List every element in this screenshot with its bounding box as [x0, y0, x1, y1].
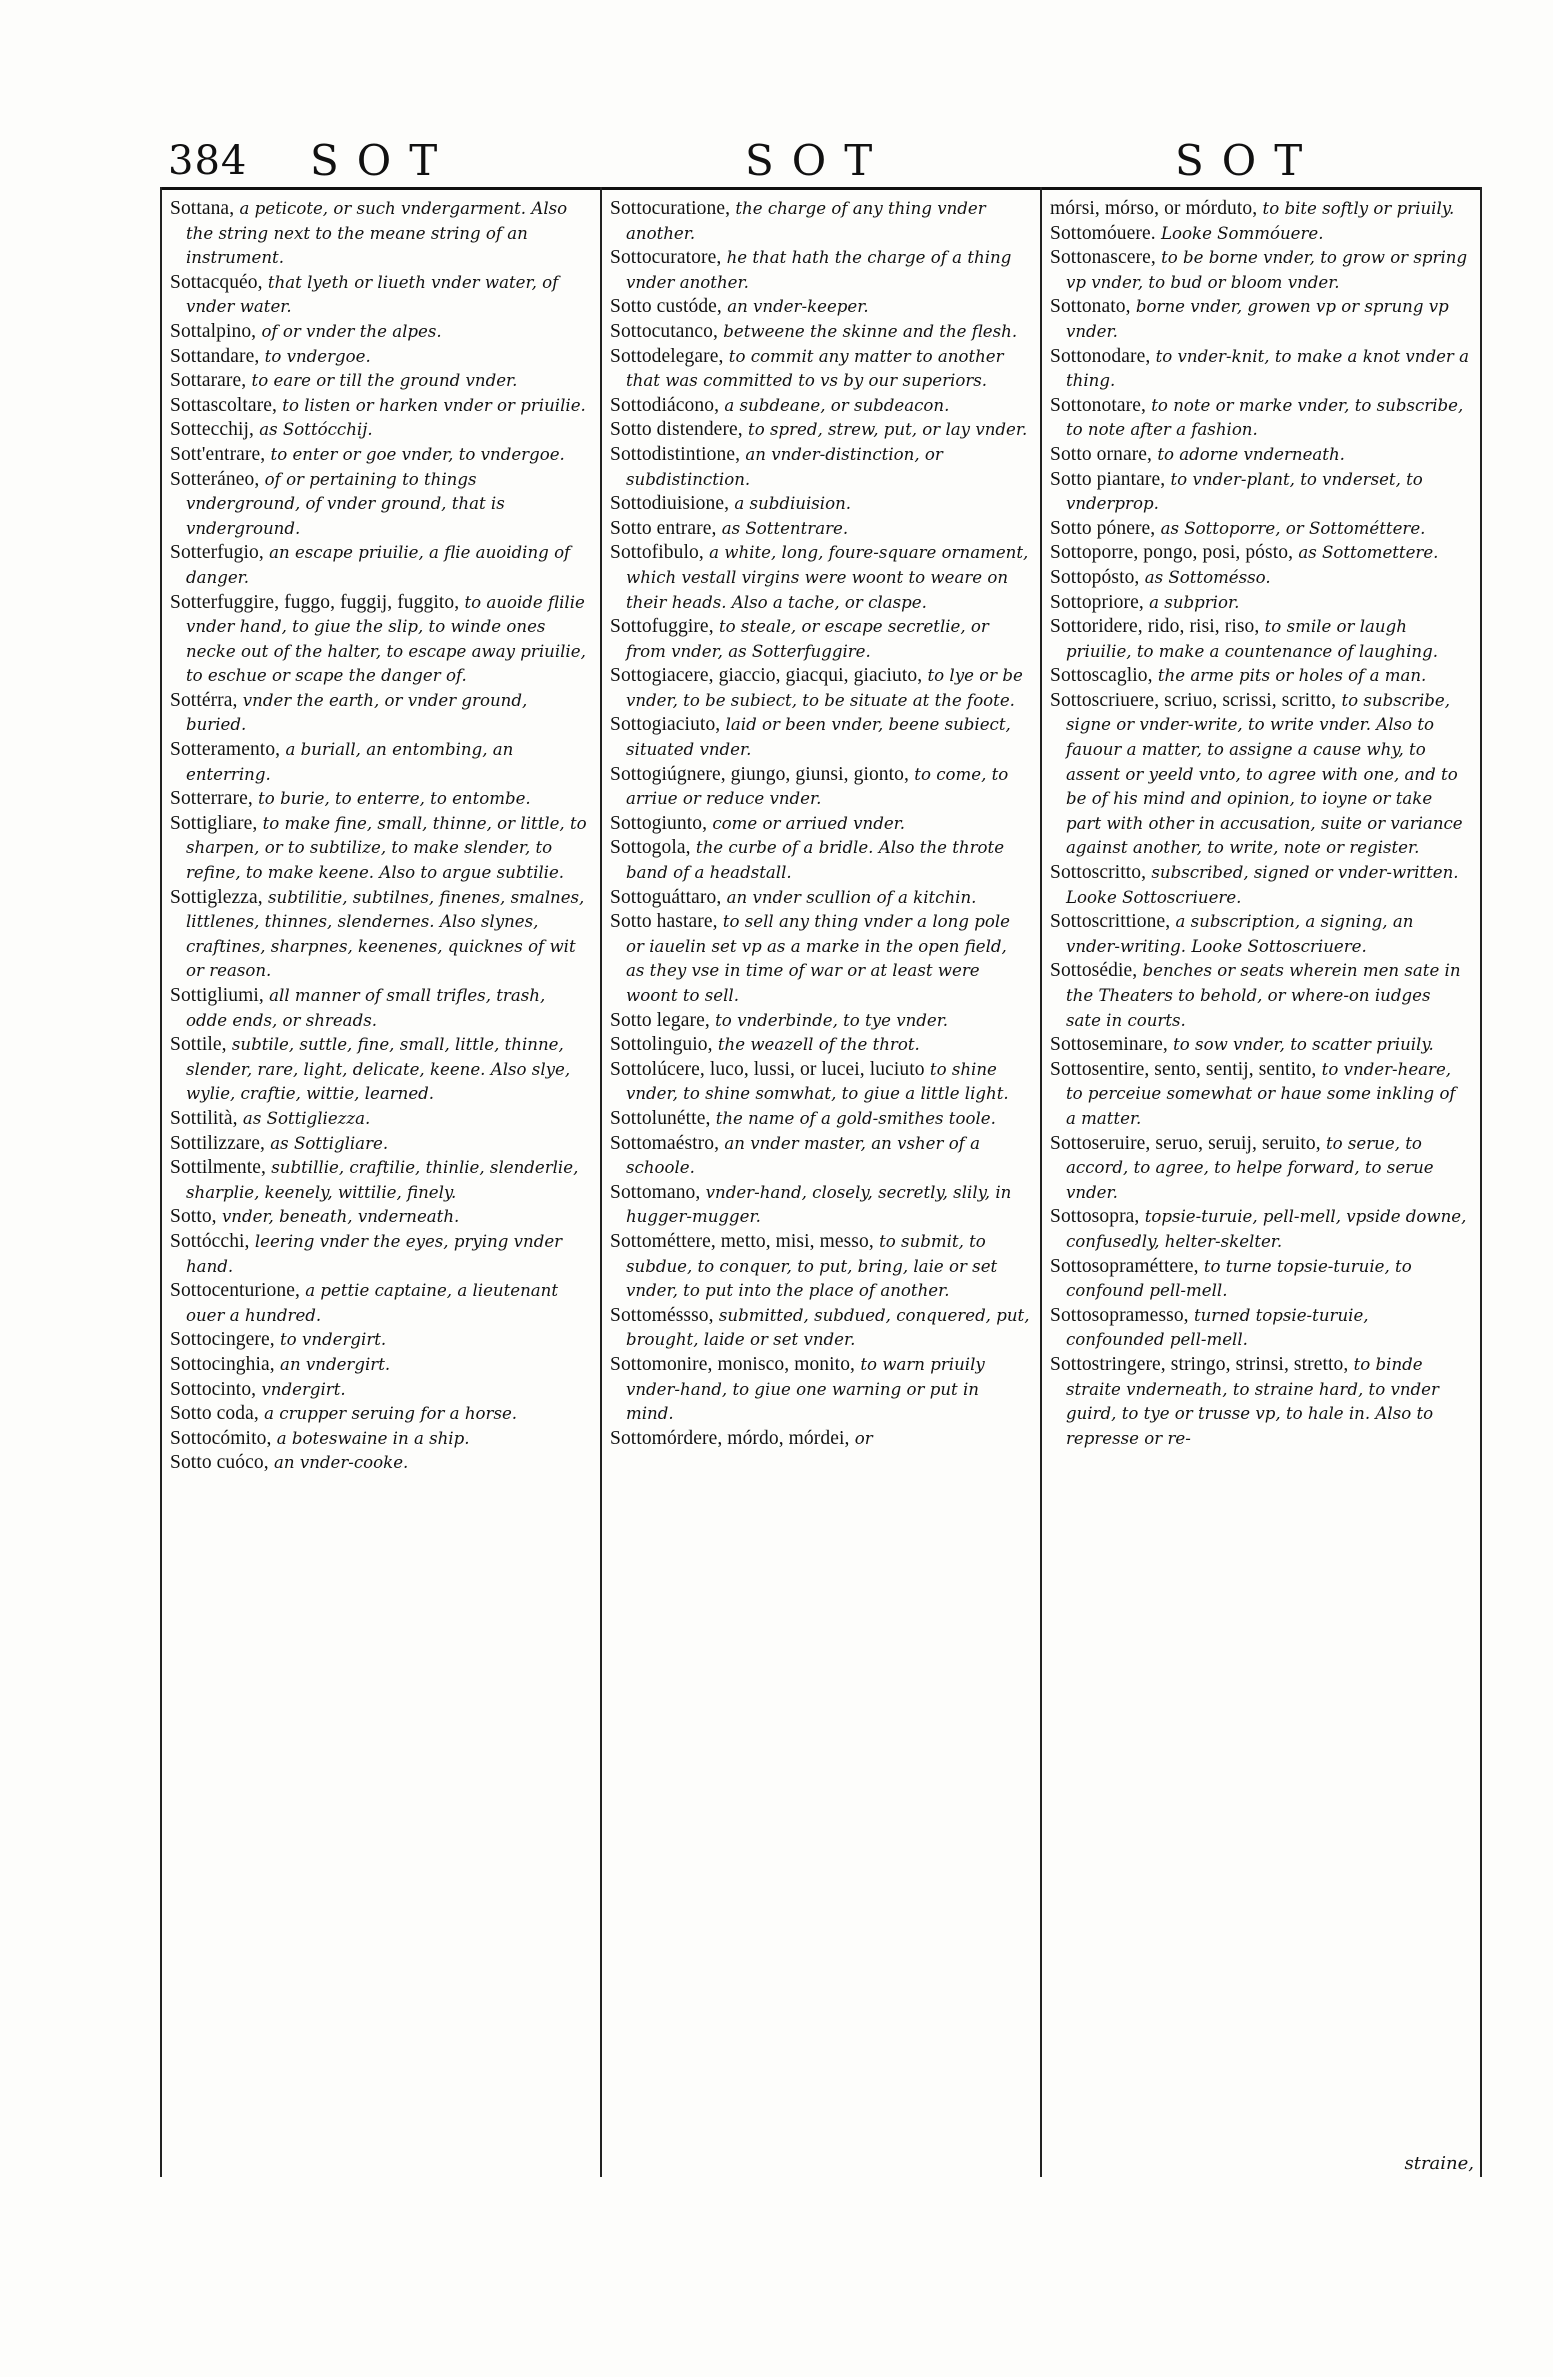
dictionary-entry: [1050, 443, 1470, 468]
dictionary-entry: [1050, 591, 1470, 616]
entry-definition: to sow vnder, to scatter priuily.: [1173, 1035, 1434, 1055]
dictionary-entry: [610, 246, 1030, 295]
dictionary-entry: [610, 1033, 1030, 1058]
entry-headword: Sottonascere,: [1050, 247, 1156, 269]
entry-definition: to vnder-knit, to make a knot vnder a thing.: [1066, 346, 1469, 391]
dictionary-entry: [170, 787, 590, 812]
entry-headword: Sottodiácono,: [610, 394, 720, 416]
entry-headword: Sotteramento,: [170, 739, 281, 761]
dictionary-entry: [1050, 246, 1470, 295]
dictionary-entry: [1050, 959, 1470, 1033]
entry-definition: to commit any matter to another that was committed to vs by our superiors.: [626, 346, 1004, 391]
entry-definition: to vnder-heare, to perceiue somewhat or haue some inkling of a matter.: [1066, 1059, 1456, 1128]
dictionary-entry: [170, 1402, 590, 1427]
entry-definition: as Sottigliezza.: [242, 1108, 371, 1128]
entry-definition: subscribed, signed or vnder-written. Looke Sottoscriuere.: [1066, 863, 1459, 907]
entry-headword: Sottile,: [170, 1034, 227, 1056]
dictionary-entry: [1050, 197, 1470, 222]
entry-headword: Sotto cuóco,: [170, 1452, 269, 1474]
entry-headword: Sottonodare,: [1050, 345, 1151, 367]
entry-headword: Sottoscriuere, scriuo, scrissi, scritto,: [1050, 689, 1337, 711]
entry-headword: Sottarare,: [170, 370, 247, 392]
dictionary-entry: [170, 1353, 590, 1378]
entry-headword: Sottocinghia,: [170, 1353, 275, 1375]
dictionary-entry: [170, 1107, 590, 1132]
entry-headword: Sottandare,: [170, 345, 260, 367]
entry-definition: to come, to arriue or reduce vnder.: [626, 764, 1009, 809]
dictionary-entry: [170, 418, 590, 443]
dictionary-entry: [1050, 615, 1470, 664]
entry-headword: Sotterfugio,: [170, 542, 264, 564]
entry-headword: Sotto,: [170, 1206, 217, 1228]
entry-definition: to eare or till the ground vnder.: [251, 371, 518, 391]
dictionary-entry: [610, 836, 1030, 885]
entry-definition: to binde straite vnderneath, to straine hard, to vnder guird, to tye or trusse vp, to hale in. Also to represse or re-: [1066, 1354, 1439, 1448]
dictionary-entry: [170, 468, 590, 542]
dictionary-entry: [170, 591, 590, 689]
dictionary-entry: [610, 197, 1030, 246]
dictionary-entry: [610, 1107, 1030, 1132]
entry-headword: Sotto custóde,: [610, 296, 722, 318]
entry-headword: Sottopriore,: [1050, 591, 1144, 613]
entry-headword: Sotto coda,: [170, 1403, 259, 1425]
entry-headword: Sottolinguio,: [610, 1034, 713, 1056]
dictionary-entry: [170, 369, 590, 394]
entry-headword: Sottofibulo,: [610, 542, 704, 564]
dictionary-entry: [610, 1427, 1030, 1452]
running-head-center: SOT: [745, 136, 891, 185]
entry-headword: mórsi, mórso, or mórduto,: [1050, 198, 1258, 219]
dictionary-entry: [610, 1353, 1030, 1427]
dictionary-entry: [610, 320, 1030, 345]
dictionary-entry: [170, 1132, 590, 1157]
entry-headword: Sottigliumi,: [170, 985, 264, 1006]
entry-definition: to adorne vnderneath.: [1157, 444, 1345, 464]
entry-headword: Sottecchij,: [170, 419, 254, 441]
column-rule-1: [600, 187, 602, 2177]
dictionary-entry: [610, 886, 1030, 911]
dictionary-entry: [170, 320, 590, 345]
entry-headword: Sottoméssso,: [610, 1304, 714, 1326]
entry-definition: to vndergirt.: [280, 1330, 387, 1350]
dictionary-entry: [170, 345, 590, 370]
entry-definition: a boteswaine in a ship.: [276, 1428, 470, 1448]
entry-headword: Sotteráneo,: [170, 468, 260, 490]
entry-headword: Sottodistintione,: [610, 443, 741, 465]
entry-headword: Sottilizzare,: [170, 1132, 265, 1154]
entry-headword: Sottigliare,: [170, 812, 258, 834]
entry-definition: as Sottomésso.: [1144, 567, 1271, 587]
entry-headword: Sottogiunto,: [610, 812, 708, 834]
entry-headword: Sotto entrare,: [610, 517, 717, 539]
dictionary-entry: [610, 812, 1030, 837]
entry-headword: Sottacquéo,: [170, 271, 263, 293]
entry-definition: an escape priuilie, a flie auoiding of danger.: [186, 543, 571, 587]
entry-headword: Sottocuratore,: [610, 247, 722, 269]
entry-definition: an vnder scullion of a kitchin.: [726, 887, 977, 907]
dictionary-entry: [1050, 345, 1470, 394]
dictionary-entry: [610, 1058, 1030, 1107]
entry-headword: Sottilità,: [170, 1107, 238, 1129]
dictionary-entry: [170, 197, 590, 271]
entry-definition: a buriall, an entombing, an enterring.: [186, 740, 514, 784]
entry-headword: Sottocómito,: [170, 1427, 272, 1449]
dictionary-entry: [170, 886, 590, 984]
entry-headword: Sotto pónere,: [1050, 517, 1156, 539]
entry-definition: to turne topsie-turuie, to confound pell-mell.: [1066, 1256, 1412, 1301]
entry-headword: Sottopósto,: [1050, 566, 1140, 588]
entry-definition: to auoide flilie vnder hand, to giue the slip, to winde ones necke out of the halter, to escape away priuilie, to eschue or scape the danger of.: [186, 592, 586, 686]
dictionary-entry: [170, 1378, 590, 1403]
entry-definition: laid or been vnder, beene subiect, situated vnder.: [626, 715, 1011, 760]
column-2: [610, 197, 1030, 1451]
entry-headword: Sottocinto,: [170, 1378, 257, 1400]
entry-headword: Sottomórdere, mórdo, mórdei,: [610, 1427, 850, 1449]
entry-headword: Sottana,: [170, 198, 235, 219]
dictionary-entry: [170, 1451, 590, 1476]
dictionary-entry: [1050, 566, 1470, 591]
entry-definition: an vnder-distinction, or subdistinction.: [626, 444, 943, 489]
dictionary-entry: [1050, 541, 1470, 566]
entry-definition: to spred, strew, put, or lay vnder.: [748, 420, 1028, 440]
entry-definition: that lyeth or liueth vnder water, of vnder water.: [186, 272, 559, 317]
entry-definition: to note or marke vnder, to subscribe, to note after a fashion.: [1066, 395, 1464, 440]
entry-definition: the name of a gold-smithes toole.: [715, 1108, 996, 1128]
entry-headword: Sottoguáttaro,: [610, 886, 722, 908]
entry-headword: Sottolúcere, luco, lussi, or lucei, luciuto: [610, 1058, 925, 1080]
entry-headword: Sottosopramesso,: [1050, 1304, 1189, 1326]
entry-definition: an vnder-cooke.: [273, 1453, 409, 1473]
entry-definition: Looke Sommóuere.: [1161, 223, 1324, 243]
entry-definition: to bite softly or priuily.: [1262, 199, 1455, 218]
entry-definition: betweene the skinne and the flesh.: [723, 321, 1018, 341]
dictionary-entry: [170, 1205, 590, 1230]
dictionary-entry: [610, 615, 1030, 664]
entry-definition: to serue, to accord, to agree, to helpe forward, to serue vnder.: [1066, 1133, 1434, 1202]
entry-headword: Sottalpino,: [170, 320, 257, 342]
dictionary-entry: [610, 1181, 1030, 1230]
dictionary-entry: [610, 492, 1030, 517]
dictionary-entry: [170, 1427, 590, 1452]
entry-headword: Sottosentire, sento, sentij, sentito,: [1050, 1058, 1317, 1080]
dictionary-entry: [1050, 1353, 1470, 1451]
dictionary-entry: [170, 984, 590, 1033]
dictionary-entry: [610, 713, 1030, 762]
column-rule-left: [160, 187, 162, 2177]
running-head-left: SOT: [310, 136, 456, 185]
entry-definition: to shine vnder, to shine somwhat, to giue a little light.: [626, 1059, 1009, 1104]
entry-definition: to be borne vnder, to grow or spring vp vnder, to bud or bloom vnder.: [1066, 248, 1468, 292]
entry-headword: Sotto hastare,: [610, 911, 718, 933]
running-head-right: SOT: [1175, 136, 1321, 185]
dictionary-entry: [1050, 689, 1470, 861]
dictionary-page: [160, 135, 1480, 2215]
entry-headword: Sotterfuggire, fuggo, fuggij, fuggito,: [170, 591, 460, 613]
page-number: 384: [168, 138, 248, 184]
entry-definition: an vndergirt.: [280, 1354, 391, 1374]
column-3: [1050, 197, 1470, 1451]
entry-headword: Sotto distendere,: [610, 419, 743, 441]
entry-definition: borne vnder, growen vp or sprung vp vnder.: [1066, 297, 1449, 341]
header-rule: [160, 187, 1480, 190]
entry-definition: subtilitie, subtilnes, finenes, smalnes, littlenes, thinnes, slendernes. Also slynes, craftines, sharpnes, keenenes, quicknes of wit or reason.: [186, 887, 585, 981]
dictionary-entry: [610, 394, 1030, 419]
dictionary-entry: [1050, 664, 1470, 689]
entry-definition: subtillie, craftilie, thinlie, slenderlie, sharplie, keenely, wittilie, finely.: [186, 1158, 579, 1202]
entry-definition: to vnder-plant, to vnderset, to vnderprop.: [1066, 469, 1423, 514]
dictionary-entry: [170, 1328, 590, 1353]
entry-definition: to vnderbinde, to tye vnder.: [715, 1010, 949, 1030]
entry-headword: Sottoseruire, seruo, seruij, seruito,: [1050, 1132, 1321, 1154]
entry-definition: to smile or laugh priuilie, to make a countenance of laughing.: [1066, 617, 1439, 661]
entry-definition: the weazell of the throt.: [717, 1035, 920, 1055]
entry-headword: Sottoscrittione,: [1050, 911, 1171, 933]
entry-definition: as Sottócchij.: [259, 420, 373, 440]
dictionary-entry: [610, 1009, 1030, 1034]
entry-headword: Sottogiacere, giaccio, giacqui, giaciuto,: [610, 665, 923, 687]
entry-definition: a pettie captaine, a lieutenant ouer a hundred.: [186, 1281, 559, 1325]
column-rule-right: [1480, 187, 1482, 2177]
entry-headword: Sotterrare,: [170, 788, 253, 810]
dictionary-entry: [170, 1279, 590, 1328]
entry-definition: to vndergoe.: [264, 346, 371, 366]
entry-headword: Sottiglezza,: [170, 886, 263, 908]
dictionary-entry: [170, 1033, 590, 1107]
entry-headword: Sottilmente,: [170, 1157, 266, 1179]
entry-headword: Sottogola,: [610, 837, 691, 859]
dictionary-entry: [170, 271, 590, 320]
entry-definition: a white, long, foure-square ornament, which vestall virgins were woont to weare on their heads. Also a tache, or claspe.: [626, 543, 1029, 612]
dictionary-entry: [610, 418, 1030, 443]
entry-definition: the curbe of a bridle. Also the throte band of a headstall.: [626, 838, 1005, 883]
entry-definition: as Sottoporre, or Sottométtere.: [1160, 518, 1426, 538]
entry-headword: Sotto ornare,: [1050, 443, 1153, 465]
dictionary-entry: [610, 295, 1030, 320]
entry-headword: Sottocingere,: [170, 1329, 275, 1351]
entry-definition: vndergirt.: [261, 1379, 346, 1399]
dictionary-entry: [1050, 517, 1470, 542]
entry-headword: Sottonotare,: [1050, 394, 1146, 416]
entry-definition: vnder-hand, closely, secretly, slily, in hugger-mugger.: [626, 1182, 1012, 1227]
dictionary-entry: [170, 1156, 590, 1205]
entry-headword: Sotto legare,: [610, 1009, 710, 1031]
dictionary-entry: [610, 910, 1030, 1008]
catchword: straine,: [1404, 2153, 1474, 2174]
entry-headword: Sottoporre, pongo, posi, pósto,: [1050, 542, 1294, 564]
dictionary-entry: [1050, 1255, 1470, 1304]
entry-definition: to burie, to enterre, to entombe.: [258, 789, 531, 809]
dictionary-entry: [610, 1230, 1030, 1304]
entry-definition: a subdiuision.: [734, 494, 852, 514]
dictionary-entry: [170, 689, 590, 738]
entry-definition: the charge of any thing vnder another.: [626, 199, 986, 243]
entry-headword: Sottocenturione,: [170, 1280, 300, 1302]
entry-headword: Sottomóuere.: [1050, 222, 1156, 244]
entry-headword: Sottócchi,: [170, 1230, 250, 1252]
entry-definition: to enter or goe vnder, to vndergoe.: [270, 444, 565, 464]
entry-headword: Sottoridere, rido, risi, riso,: [1050, 616, 1260, 638]
dictionary-entry: [610, 541, 1030, 615]
entry-definition: a subprior.: [1149, 592, 1240, 612]
entry-definition: to lye or be vnder, to be subiect, to be situate at the foote.: [626, 666, 1023, 710]
dictionary-entry: [1050, 861, 1470, 910]
entry-definition: come or arriued vnder.: [712, 813, 906, 833]
entry-definition: leering vnder the eyes, prying vnder hand.: [186, 1231, 563, 1276]
entry-definition: as Sottigliare.: [270, 1133, 389, 1153]
dictionary-entry: [1050, 1033, 1470, 1058]
dictionary-entry: [1050, 1304, 1470, 1353]
dictionary-entry: [170, 541, 590, 590]
entry-definition: benches or seats wherein men sate in the Theaters to behold, or where-on iudges sate in courts.: [1066, 961, 1461, 1030]
entry-headword: Sottodelegare,: [610, 345, 724, 367]
entry-definition: as Sottomettere.: [1298, 543, 1439, 563]
dictionary-entry: [170, 1230, 590, 1279]
entry-headword: Sottofuggire,: [610, 616, 714, 638]
dictionary-entry: [610, 1304, 1030, 1353]
dictionary-entry: [610, 763, 1030, 812]
dictionary-entry: [170, 443, 590, 468]
entry-headword: Sottomano,: [610, 1181, 701, 1203]
entry-definition: submitted, subdued, conquered, put, brought, laide or set vnder.: [626, 1305, 1030, 1350]
dictionary-entry: [1050, 394, 1470, 443]
entry-definition: an vnder master, an vsher of a schoole.: [626, 1133, 980, 1178]
entry-definition: an vnder-keeper.: [727, 297, 869, 317]
entry-headword: Sottogiaciuto,: [610, 714, 721, 736]
entry-definition: a subdeane, or subdeacon.: [724, 395, 950, 415]
entry-definition: vnder, beneath, vnderneath.: [221, 1207, 460, 1227]
dictionary-entry: [610, 664, 1030, 713]
page-header: [160, 135, 1480, 187]
entry-headword: Sottoscaglio,: [1050, 665, 1153, 687]
entry-headword: Sott'entrare,: [170, 443, 266, 465]
dictionary-entry: [1050, 468, 1470, 517]
entry-definition: of or pertaining to things vnderground, of vnder ground, that is vnderground.: [186, 469, 505, 538]
dictionary-entry: [610, 345, 1030, 394]
entry-definition: he that hath the charge of a thing vnder another.: [626, 248, 1012, 292]
entry-headword: Sottosopra,: [1050, 1206, 1140, 1228]
entry-definition: to warn priuily vnder-hand, to giue one warning or put in mind.: [626, 1354, 985, 1424]
entry-headword: Sottostringere, stringo, strinsi, stretto,: [1050, 1353, 1349, 1375]
entry-definition: a crupper seruing for a horse.: [264, 1404, 518, 1424]
entry-definition: as Sottentrare.: [721, 518, 849, 538]
entry-headword: Sottonato,: [1050, 296, 1131, 318]
entry-definition: vnder the earth, or vnder ground, buried.: [186, 690, 528, 735]
entry-headword: Sottodiuisione,: [610, 493, 730, 515]
dictionary-entry: [170, 812, 590, 886]
entry-definition: turned topsie-turuie, confounded pell-mell.: [1066, 1305, 1369, 1350]
entry-headword: Sotto piantare,: [1050, 468, 1166, 490]
entry-definition: all manner of small trifles, trash, odde ends, or shreads.: [186, 986, 546, 1030]
entry-headword: Sottomaéstro,: [610, 1132, 720, 1154]
dictionary-entry: [610, 443, 1030, 492]
entry-definition: to submit, to subdue, to conquer, to put, bring, laie or set vnder, to put into the place of another.: [626, 1231, 998, 1301]
entry-headword: Sottérra,: [170, 689, 238, 711]
dictionary-entry: [610, 517, 1030, 542]
entry-definition: to steale, or escape secretlie, or from vnder, as Sotterfuggire.: [626, 617, 989, 661]
dictionary-entry: [610, 1132, 1030, 1181]
entry-headword: Sottoseminare,: [1050, 1034, 1168, 1056]
entry-definition: of or vnder the alpes.: [261, 321, 442, 341]
entry-headword: Sottolunétte,: [610, 1107, 711, 1129]
entry-definition: or: [854, 1428, 873, 1448]
dictionary-entry: [1050, 1205, 1470, 1254]
dictionary-entry: [1050, 1058, 1470, 1132]
entry-definition: to listen or harken vnder or priuilie.: [282, 395, 586, 415]
dictionary-entry: [1050, 910, 1470, 959]
entry-definition: to make fine, small, thinne, or little, to sharpen, or to subtilize, to make slender, to refine, to make keene. Also to argue subtilie.: [186, 813, 587, 883]
entry-headword: Sottocutanco,: [610, 320, 718, 342]
entry-definition: a subscription, a signing, an vnder-writing. Looke Sottoscriuere.: [1066, 912, 1414, 956]
entry-headword: Sottosopraméttere,: [1050, 1255, 1199, 1277]
dictionary-entry: [1050, 222, 1470, 247]
entry-definition: topsie-turuie, pell-mell, vpside downe, confusedly, helter-skelter.: [1066, 1207, 1467, 1251]
entry-headword: Sottomonire, monisco, monito,: [610, 1353, 856, 1375]
entry-headword: Sottosédie,: [1050, 960, 1138, 982]
column-rule-2: [1040, 187, 1042, 2177]
entry-headword: Sottascoltare,: [170, 394, 277, 416]
dictionary-entry: [1050, 295, 1470, 344]
entry-headword: Sottoscritto,: [1050, 862, 1147, 884]
entry-headword: Sottogiúgnere, giungo, giunsi, gionto,: [610, 763, 910, 785]
entry-definition: to subscribe, signe or vnder-write, to write vnder. Also to fauour a matter, to assigne a cause why, to assent or yeeld vnto, to agree with one, and to be of his mind and opinion, to ioyne or take part with other in accusation, suite or variance against another, to write, note or register.: [1066, 690, 1463, 858]
entry-headword: Sottométtere, metto, misi, messo,: [610, 1230, 874, 1252]
entry-definition: a peticote, or such vndergarment. Also the string next to the meane string of an instrument.: [186, 199, 568, 268]
dictionary-entry: [170, 738, 590, 787]
dictionary-entry: [170, 394, 590, 419]
dictionary-entry: [1050, 1132, 1470, 1206]
entry-definition: to sell any thing vnder a long pole or iauelin set vp as a marke in the open field, as they vse in time of war or at least were woont to sell.: [626, 912, 1010, 1005]
entry-definition: subtile, suttle, fine, small, little, thinne, slender, rare, light, delicate, keene. Also slye, wylie, craftie, wittie, learned.: [186, 1035, 571, 1104]
entry-definition: the arme pits or holes of a man.: [1157, 666, 1427, 686]
entry-headword: Sottocuratione,: [610, 198, 731, 219]
column-1: [170, 197, 590, 1476]
